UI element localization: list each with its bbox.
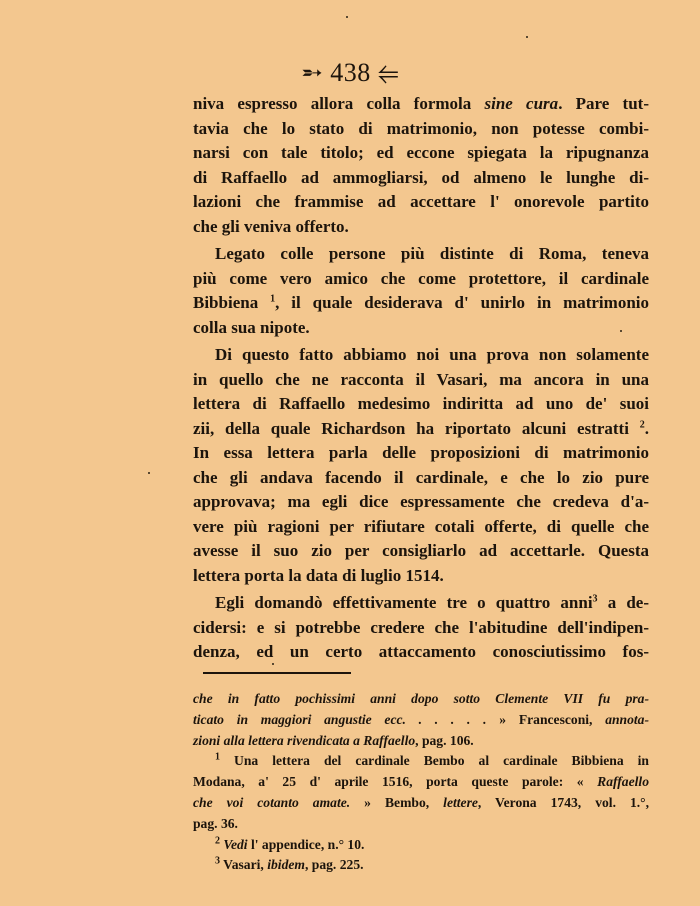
text-line: lettera porta la data di luglio 1514. [193,565,444,585]
footnote-line: pag. 36. [193,815,238,831]
text-line: colla sua nipote. [193,317,310,337]
paper-speck [346,16,348,18]
footnote-ref: 2 [639,418,645,430]
text-line: cidersi: e si potrebbe credere che l'abitudine dell'indipen- [193,617,649,637]
text-line: tavia che lo stato di matrimonio, non potesse combi- [193,118,649,138]
footnote-ref: 1 [270,293,276,305]
text-line: In essa lettera parla delle proposizioni di matrimonio [193,443,649,462]
text-line: vere più ragioni per rifiutare cotali offerte, di quelle che [193,516,649,536]
paper-speck [620,330,622,332]
text-line: niva espresso allora colla formola sine cura. Pare tut- [193,94,649,113]
text-line: denza, ed un certo attaccamento conosciutissimo fos- [193,642,649,661]
ornament-left-icon: ➵ [300,58,324,87]
text-line: Bibbiena $^1$, il quale desiderava d' unirlo in matrimonio [193,293,649,312]
page-number: 438 [330,58,371,87]
text-line: lazioni che frammise ad accettare l' onorevole partito [193,192,649,211]
paper-speck [272,663,274,665]
footnote-ref: 3 [592,593,598,605]
paper-speck [148,472,150,474]
footnote-line: che in fatto pochissimi anni dopo sotto Clemente VII fu pra- [193,691,649,706]
text-line: approvava; ma egli dice espressamente che credeva d'a- [193,492,649,511]
text-line: narsi con tale titolo; ed eccone spiegata la ripugnanza [193,143,649,162]
footnote-line: Modana, a' 25 d' aprile 1516, porta queste parole: « Raffaello [193,774,649,790]
footnote-divider [203,672,351,674]
footnote-3: $^3$ Vasari, ibidem, pag. 225. [215,855,364,873]
main-text [193,92,649,665]
text-line: Egli domandò effettivamente tre o quattro anni$^3$ a de- [215,593,649,612]
ornament-right-icon: ⥢ [377,58,400,87]
footnote-line: ticato in maggiori angustie ecc. . . . . . » Francesconi, annota- [193,711,650,727]
text-line: Legato colle persone più distinte di Roma, teneva [215,244,649,263]
text-line: lettera di Raffaello medesimo indiritta ad uno de' suoi [193,394,649,413]
footnote-line: zioni alla lettera rivendicata a Raffaello, pag. 106. [193,732,474,748]
footnote-1: $^1$ Una lettera del cardinale Bembo al cardinale Bibbiena in [215,751,649,769]
page-header [0,58,700,89]
text-line: Di questo fatto abbiamo noi una prova non solamente [215,345,649,364]
paper-speck [526,36,528,38]
text-line: che gli veniva offerto. [193,216,349,236]
text-line: avesse il suo zio per consigliarlo ad accettarle. Questa [193,541,649,560]
text-line: zii, della quale Richardson ha riportato alcuni estratti $^2$. [193,418,649,438]
text-line: più come vero amico che come protettore, il cardinale [193,268,649,288]
text-line: in quello che ne racconta il Vasari, ma ancora in una [193,369,649,389]
text-line: che gli andava facendo il cardinale, e che lo zio pure [193,467,649,487]
text-line: di Raffaello ad ammogliarsi, od almeno le lunghe di- [193,167,649,187]
footnotes [193,689,649,876]
footnote-2: $^2$ Vedi l' appendice, n.° 10. [215,835,365,852]
footnote-line: che voi cotanto amate. » Bembo, lettere, Verona 1743, vol. 1.°, [193,794,650,810]
